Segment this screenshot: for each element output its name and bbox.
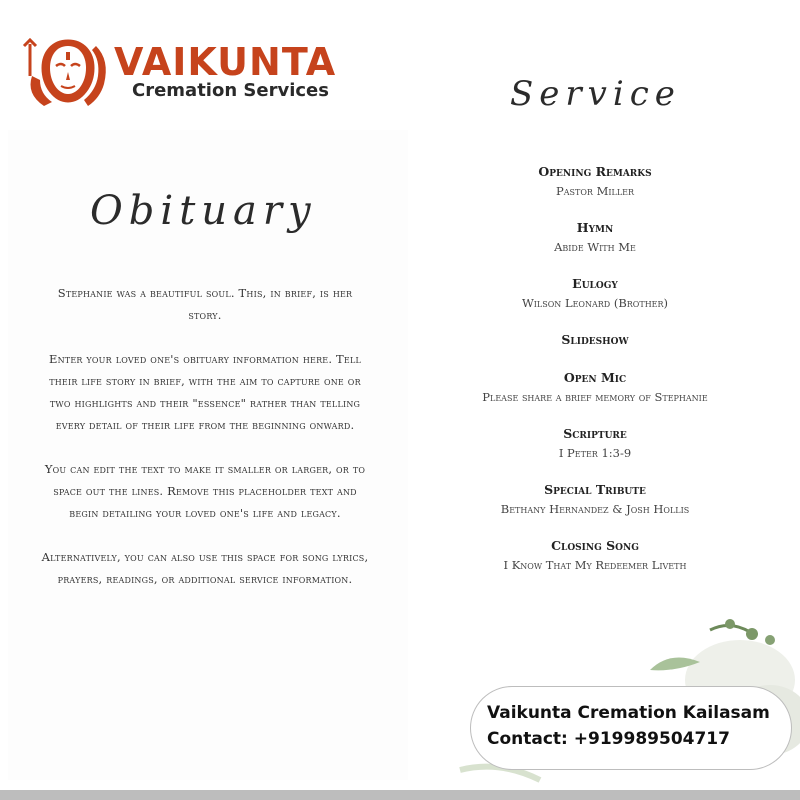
obituary-paragraph: You can edit the text to make it smaller or larger, or to space out the lines. Remove this placeholder text and begin detailing your loved one's life and legacy. xyxy=(44,462,366,520)
service-item xyxy=(440,330,750,350)
service-item xyxy=(440,274,750,312)
deity-face-icon xyxy=(22,36,114,110)
service-item-detail: Please share a brief memory of Stephanie xyxy=(482,390,708,404)
service-heading: Service xyxy=(510,74,681,114)
service-item-detail: Bethany Hernandez & Josh Hollis xyxy=(500,502,690,516)
brand-name: VAIKUNTA xyxy=(114,40,337,84)
brand-tagline: Cremation Services xyxy=(132,80,329,101)
obituary-body xyxy=(40,282,370,612)
service-item xyxy=(440,480,750,518)
service-item-title: Open Mic xyxy=(563,370,627,385)
service-item-detail: I Know That My Redeemer Liveth xyxy=(503,558,687,572)
obituary-paragraph: Alternatively, you can also use this space for song lyrics, prayers, readings, or additional service information. xyxy=(41,550,369,586)
service-item-detail: Pastor Miller xyxy=(556,184,634,198)
service-item-title: Eulogy xyxy=(572,276,618,291)
obituary-paragraph: Stephanie was a beautiful soul. This, in brief, is her story. xyxy=(57,286,353,322)
service-item-detail: Wilson Leonard (Brother) xyxy=(521,296,669,310)
service-item-detail: Abide With Me xyxy=(554,240,636,254)
service-program xyxy=(440,162,750,592)
service-item xyxy=(440,424,750,462)
brand-logo xyxy=(22,36,402,110)
obituary-paragraph: Enter your loved one's obituary information here. Tell their life story in brief, with the aim to capture one or two highlights and their "essence" rather than telling every detail of their life from the beginning onward. xyxy=(48,352,361,432)
service-item xyxy=(440,218,750,256)
service-item-title: Hymn xyxy=(576,220,614,235)
obituary-heading: Obituary xyxy=(90,188,317,234)
contact-name: Vaikunta Cremation Kailasam xyxy=(487,703,770,723)
service-item xyxy=(440,536,750,574)
service-item-title: Scripture xyxy=(563,426,627,441)
service-item-title: Slideshow xyxy=(561,332,629,347)
contact-card xyxy=(470,686,792,770)
service-item xyxy=(440,368,750,406)
service-item xyxy=(440,162,750,200)
service-item-title: Opening Remarks xyxy=(538,164,652,179)
contact-phone[interactable]: Contact: +919989504717 xyxy=(487,729,730,749)
service-item-title: Special Tribute xyxy=(544,482,646,497)
service-item-title: Closing Song xyxy=(551,538,639,553)
bottom-divider xyxy=(0,790,800,800)
service-item-detail: I Peter 1:3-9 xyxy=(558,446,632,460)
